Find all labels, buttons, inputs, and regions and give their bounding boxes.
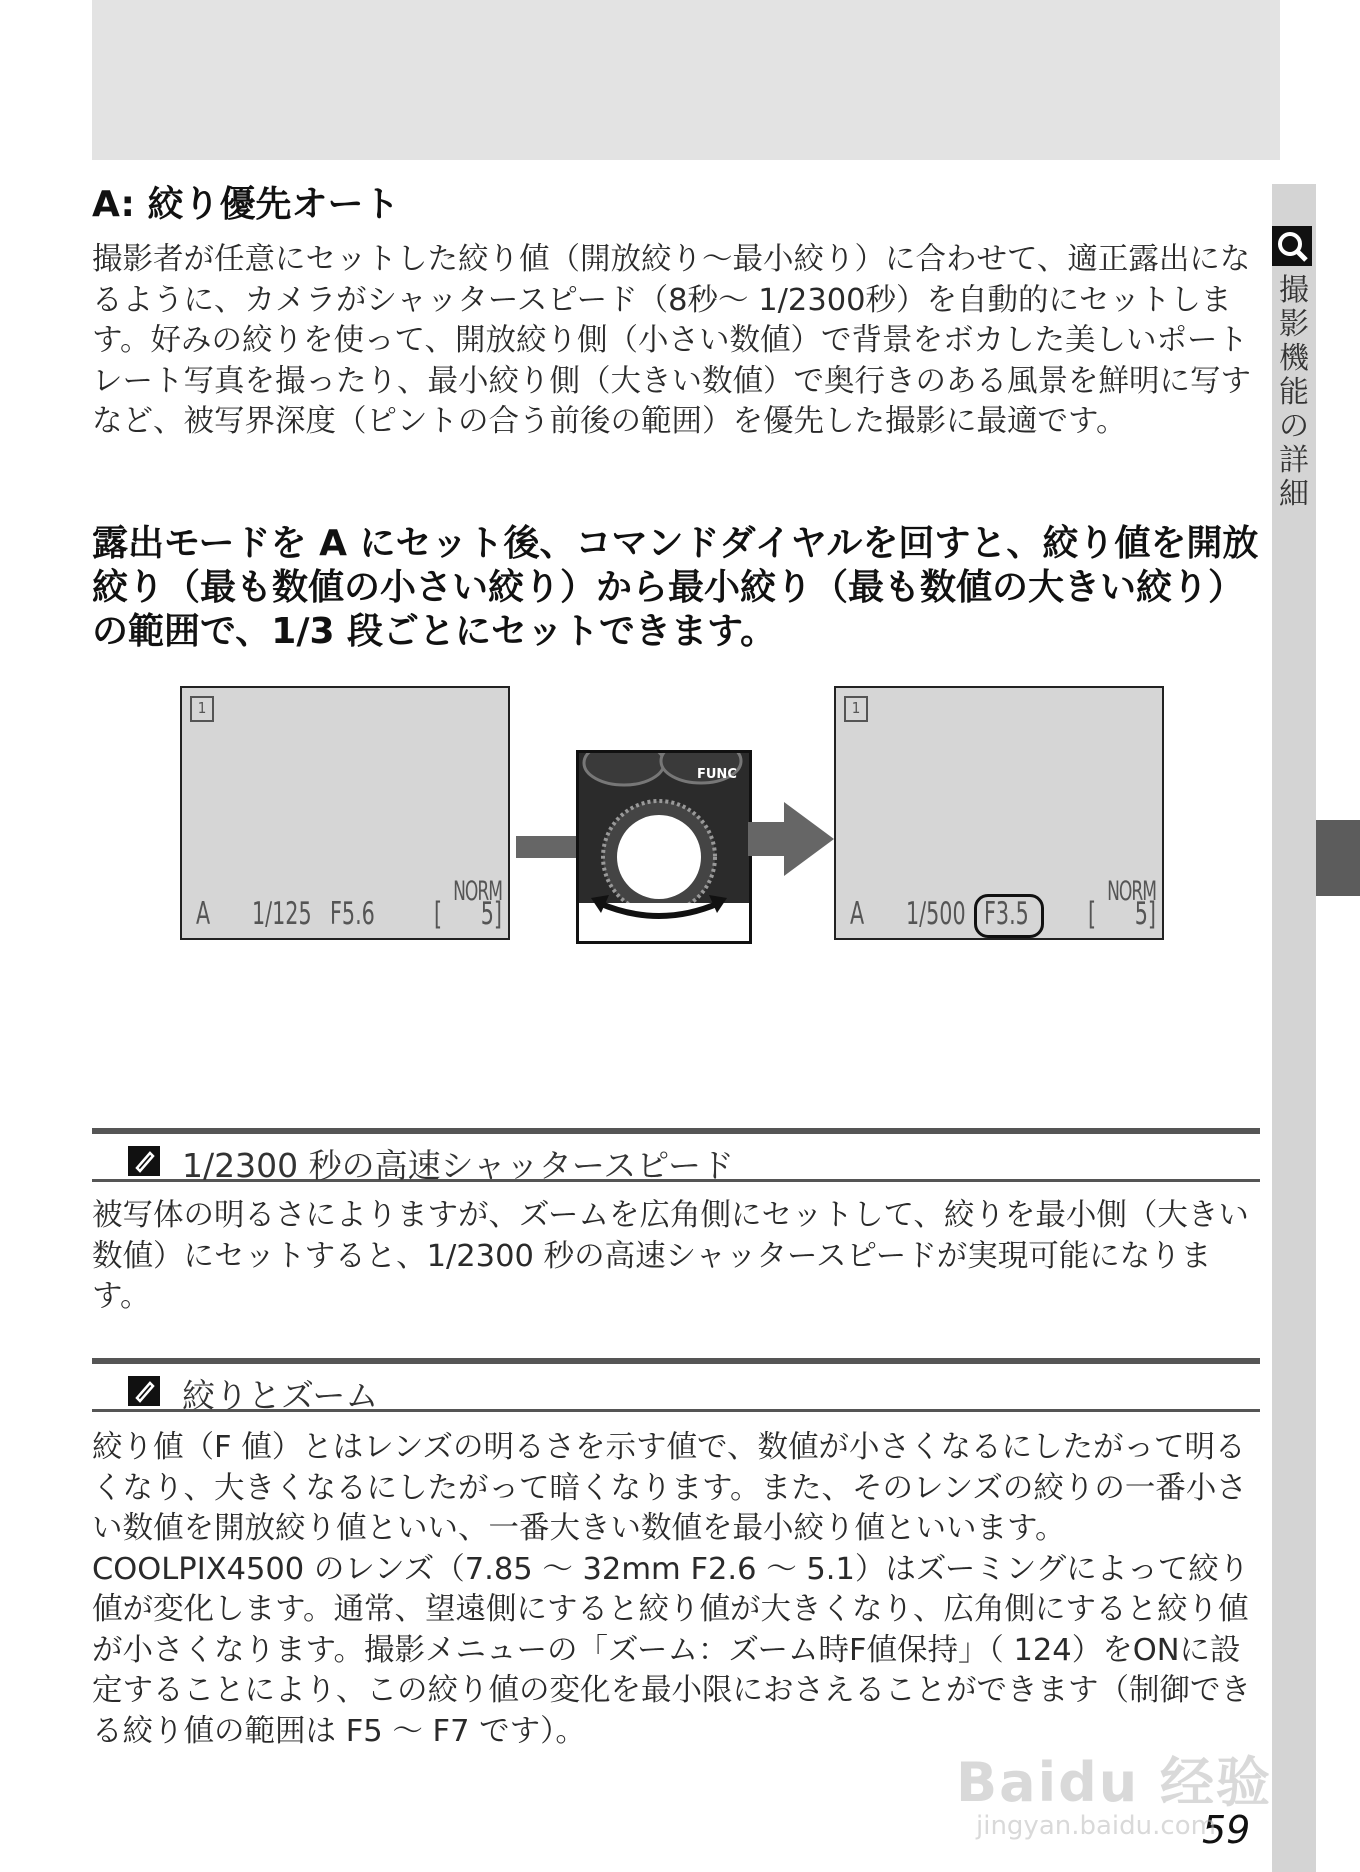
note-text-shutter: 被写体の明るさによりますが、ズームを広角側にセットして、絞りを最小側（大きい数値）にセットすると、1/2300 秒の高速シャッタースピードが実現可能になります。 xyxy=(92,1198,1249,1314)
aperture-highlight xyxy=(974,894,1044,938)
arrow-left-shaft xyxy=(516,836,576,858)
func-label: FUNC xyxy=(697,767,737,782)
note-heading-text: 1/2300 秒の高速シャッタースピード xyxy=(182,1146,734,1185)
memory-card-icon: 1 xyxy=(844,696,868,722)
exposure-mode: A xyxy=(196,896,211,932)
arrow-right-icon xyxy=(784,802,834,876)
arrow-right-shaft xyxy=(748,822,788,856)
frame-bracket: [ xyxy=(1088,896,1097,932)
lcd-before xyxy=(180,686,510,940)
page-number: 59 xyxy=(1202,1808,1251,1852)
aperture-value: F5.6 xyxy=(330,896,375,932)
pencil-icon xyxy=(128,1376,160,1406)
aperture-value: F3.5 xyxy=(984,896,1029,932)
note-heading-text: 絞りとズーム xyxy=(182,1376,379,1415)
instruction-paragraph: 露出モードを A にセット後、コマンドダイヤルを回すと、絞り値を開放絞り（最も数値の小さい絞り）から最小絞り（最も数値の大きい絞り）の範囲で、1/3 段ごとにセットできます。 xyxy=(92,523,1259,652)
quality-indicator: NORM xyxy=(453,876,502,907)
magnifier-icon xyxy=(1272,226,1312,266)
page-title: A: 絞り優先オート xyxy=(92,184,400,225)
memory-card-icon: 1 xyxy=(190,696,214,722)
pencil-icon xyxy=(128,1146,160,1176)
shutter-speed: 1/125 xyxy=(252,896,312,932)
note-heading-zoom xyxy=(92,1358,1260,1415)
frame-bracket: [ xyxy=(434,896,443,932)
intro-paragraph: 撮影者が任意にセットした絞り値（開放絞り〜最小絞り）に合わせて、適正露出になるように、カメラがシャッタースピード（8秒〜 1/2300秒）を自動的にセットします。好みの絞りを使って、開放絞り側（小さい数値）で背景をボカした美しいポートレート写真を撮ったり、最小絞り側（大きい数値）で奥行きのある風景を鮮明に写すなど、被写界深度（ピントの合う前後の範囲）を優先した撮影に最適です。 xyxy=(92,242,1251,439)
lcd-status-row xyxy=(850,896,1156,934)
frame-count: 5] xyxy=(480,896,502,932)
frame-count: 5] xyxy=(1134,896,1156,932)
command-dial-illustration xyxy=(576,750,752,944)
side-tab-label: 撮影機能の詳細 xyxy=(1279,273,1309,512)
watermark-url: jingyan.baidu.com xyxy=(976,1811,1216,1841)
header-band xyxy=(92,0,1280,160)
note-heading-shutter xyxy=(92,1128,1260,1185)
note-text-zoom: 絞り値（F 値）とはレンズの明るさを示す値で、数値が小さくなるにしたがって明るくなり、大きくなるにしたがって暗くなります。また、そのレンズの絞りの一番小さい数値を開放絞り値といい、一番大きい数値を最小絞り値といいます。COOLPIX4500 のレンズ（7.85 〜 32mm F2.6 〜 5.1）はズーミングによって絞り値が変化します。通常、望遠側にすると絞り値が大きくなり、広角側にすると絞り値が小さくなります。撮影メニューの「ズーム：ズーム時F値保持」（ 124）をONに設定することにより、この絞り値の変化を最小限におさえることができます（制御できる絞り値の範囲は F5 〜 F7 です）。 xyxy=(92,1430,1251,1749)
exposure-mode: A xyxy=(850,896,865,932)
side-chapter-tab xyxy=(1316,820,1360,896)
quality-indicator: NORM xyxy=(1107,876,1156,907)
shutter-speed: 1/500 xyxy=(906,896,966,932)
watermark xyxy=(956,1740,1276,1850)
lcd-status-row xyxy=(196,896,502,934)
watermark-brand: Baidu 经验 xyxy=(956,1751,1273,1814)
lcd-after xyxy=(834,686,1164,940)
